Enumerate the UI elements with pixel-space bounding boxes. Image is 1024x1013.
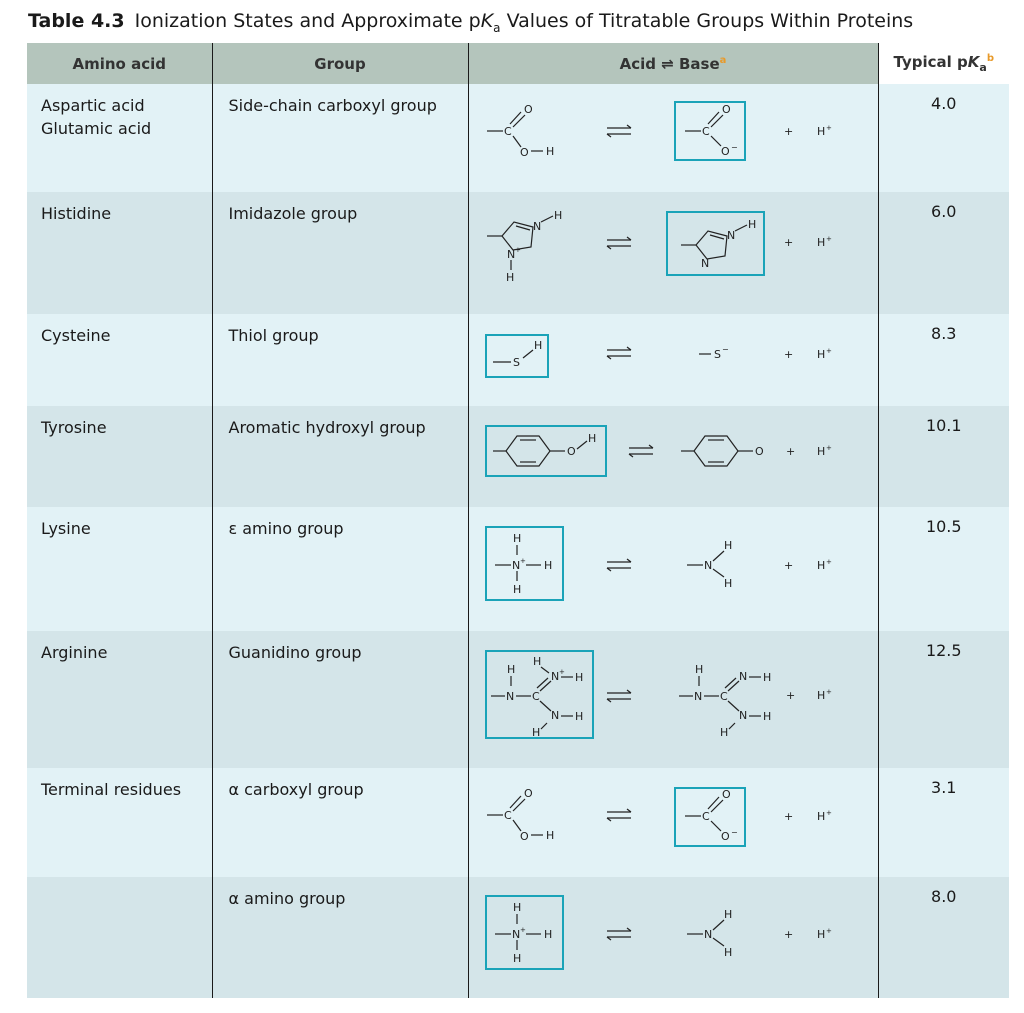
table-row: [27, 877, 1009, 998]
pka-cell: 4.0: [931, 94, 957, 113]
table-row: [27, 406, 1009, 507]
group-cell: α carboxyl group: [228, 780, 364, 799]
svg-text:+: +: [825, 809, 832, 817]
svg-text:C: C: [719, 690, 728, 703]
table-row: [27, 631, 1009, 768]
svg-text:H: H: [719, 726, 728, 739]
table-caption: [28, 10, 913, 35]
table-number: Table 4.3: [28, 10, 125, 32]
svg-text:H: H: [694, 663, 703, 676]
svg-text:+: +: [783, 348, 793, 361]
svg-text:+: +: [783, 810, 793, 823]
guanidino-equilibrium-diagram: [469, 631, 879, 768]
amino-acid-cell: Arginine: [41, 643, 108, 662]
svg-text:H: H: [543, 559, 552, 572]
header-acid-base: Acid ⇌ Base$^a$: [468, 43, 878, 84]
svg-text:N: N: [532, 220, 541, 233]
svg-text:H: H: [533, 339, 542, 352]
header-pka: Typical $pK_a^b$: [878, 43, 1009, 84]
svg-text:C: C: [701, 810, 710, 823]
svg-text:H: H: [816, 348, 825, 361]
svg-text:H: H: [816, 689, 825, 702]
amino-acid-cell: Histidine: [41, 204, 112, 223]
svg-text:H: H: [512, 532, 521, 545]
aromatic-hydroxyl-equilibrium-diagram: [469, 406, 879, 507]
svg-text:O: O: [721, 103, 731, 116]
svg-text:O: O: [519, 146, 529, 159]
svg-text:H: H: [532, 655, 541, 668]
svg-text:C: C: [503, 125, 512, 138]
svg-text:+: +: [519, 557, 526, 565]
group-cell: Thiol group: [228, 326, 319, 345]
svg-text:N: N: [738, 709, 747, 722]
svg-text:N: N: [550, 709, 559, 722]
header-amino-acid: Amino acid: [27, 43, 212, 84]
alpha-carboxyl-equilibrium-diagram: [469, 768, 879, 877]
pka-cell: 3.1: [931, 778, 957, 797]
svg-text:N: N: [738, 670, 747, 683]
thiol-equilibrium-diagram: [469, 314, 879, 406]
svg-text:O: O: [754, 445, 764, 458]
svg-text:N: N: [703, 928, 712, 941]
svg-text:N: N: [726, 229, 735, 242]
svg-text:H: H: [545, 829, 554, 842]
svg-text:O: O: [519, 830, 529, 843]
svg-text:S: S: [512, 356, 520, 369]
epsilon-amino-equilibrium-diagram: [469, 507, 879, 631]
svg-text:H: H: [723, 539, 732, 552]
pka-cell: 10.1: [925, 416, 962, 435]
svg-text:+: +: [825, 444, 832, 452]
footnote-mark-a: a: [719, 54, 727, 66]
svg-text:N: N: [693, 690, 702, 703]
amino-acid-cell: Tyrosine: [41, 418, 107, 437]
svg-text:H: H: [723, 946, 732, 959]
svg-text:H: H: [816, 928, 825, 941]
svg-text:N: N: [511, 928, 520, 941]
amino-acid-cell: [27, 877, 212, 897]
svg-text:O: O: [721, 788, 731, 801]
pka-cell: 6.0: [931, 202, 957, 221]
svg-text:H: H: [723, 908, 732, 921]
pka-cell: 8.3: [931, 324, 957, 343]
header-group: Group: [212, 43, 468, 84]
pka-cell: 12.5: [925, 641, 962, 660]
svg-text:H: H: [506, 663, 515, 676]
table-row: [27, 192, 1009, 314]
svg-text:N: N: [700, 257, 709, 270]
svg-text:H: H: [574, 671, 583, 684]
svg-text:H: H: [574, 710, 583, 723]
group-cell: ε amino group: [228, 519, 344, 538]
svg-text:H: H: [816, 125, 825, 138]
svg-text:H: H: [545, 145, 554, 158]
table-row: [27, 84, 1009, 192]
header-row: [27, 43, 1009, 84]
svg-text:H: H: [543, 928, 552, 941]
svg-text:H: H: [723, 577, 732, 590]
svg-text:+: +: [785, 445, 795, 458]
svg-text:+: +: [825, 558, 832, 566]
svg-text:−: −: [730, 143, 738, 152]
pka-cell: 10.5: [925, 517, 962, 536]
ionization-table: [27, 43, 1009, 998]
group-cell: Aromatic hydroxyl group: [228, 418, 426, 437]
svg-text:C: C: [701, 125, 710, 138]
svg-text:N: N: [550, 670, 559, 683]
svg-text:+: +: [783, 928, 793, 941]
table-row: [27, 314, 1009, 406]
group-cell: Guanidino group: [228, 643, 362, 662]
svg-text:S: S: [713, 348, 721, 361]
svg-text:H: H: [762, 671, 771, 684]
svg-text:+: +: [785, 689, 795, 702]
svg-text:+: +: [783, 125, 793, 138]
svg-text:O: O: [720, 145, 730, 158]
svg-text:H: H: [816, 236, 825, 249]
svg-text:N: N: [703, 559, 712, 572]
amino-acid-cell: Cysteine: [41, 326, 111, 345]
svg-text:+: +: [825, 124, 832, 132]
table-title: Ionization States and Approximate $pK_a$ Values of Titratable Groups Within Proteins: [134, 10, 914, 35]
alpha-amino-equilibrium-diagram: [469, 877, 879, 998]
svg-text:H: H: [553, 209, 562, 222]
group-cell: Imidazole group: [228, 204, 358, 223]
svg-text:H: H: [512, 952, 521, 965]
svg-text:O: O: [566, 445, 576, 458]
footnote-mark-b: b: [986, 53, 994, 64]
svg-text:H: H: [816, 445, 825, 458]
svg-text:H: H: [512, 583, 521, 596]
svg-text:N: N: [511, 559, 520, 572]
svg-text:H: H: [747, 218, 756, 231]
svg-text:H: H: [512, 901, 521, 914]
svg-text:H: H: [816, 810, 825, 823]
svg-text:H: H: [816, 559, 825, 572]
svg-text:+: +: [558, 668, 565, 676]
carboxyl-equilibrium-diagram: [469, 84, 879, 192]
svg-text:H: H: [587, 432, 596, 445]
imidazole-equilibrium-diagram: [469, 192, 879, 314]
svg-text:+: +: [519, 926, 526, 934]
svg-text:H: H: [531, 726, 540, 739]
svg-text:+: +: [783, 236, 793, 249]
svg-text:C: C: [503, 809, 512, 822]
pka-cell: 8.0: [931, 887, 957, 906]
svg-text:O: O: [523, 787, 533, 800]
svg-text:+: +: [825, 927, 832, 935]
svg-text:−: −: [730, 828, 738, 837]
svg-text:+: +: [783, 559, 793, 572]
amino-acid-cell: Lysine: [41, 519, 91, 538]
group-cell: Side-chain carboxyl group: [228, 96, 437, 115]
amino-acid-cell: Aspartic acid Glutamic acid: [41, 96, 152, 138]
group-cell: α amino group: [228, 889, 346, 908]
svg-text:−: −: [721, 345, 729, 354]
svg-text:N: N: [506, 248, 515, 261]
svg-text:+: +: [514, 246, 521, 254]
svg-text:H: H: [505, 271, 514, 284]
svg-text:O: O: [523, 103, 533, 116]
svg-text:+: +: [825, 688, 832, 696]
table-row: [27, 768, 1009, 877]
svg-text:C: C: [531, 690, 540, 703]
svg-text:+: +: [825, 235, 832, 243]
svg-text:O: O: [720, 830, 730, 843]
svg-text:H: H: [762, 710, 771, 723]
amino-acid-cell: Terminal residues: [41, 780, 182, 799]
table-row: [27, 507, 1009, 631]
svg-text:+: +: [825, 347, 832, 355]
svg-text:N: N: [505, 690, 514, 703]
